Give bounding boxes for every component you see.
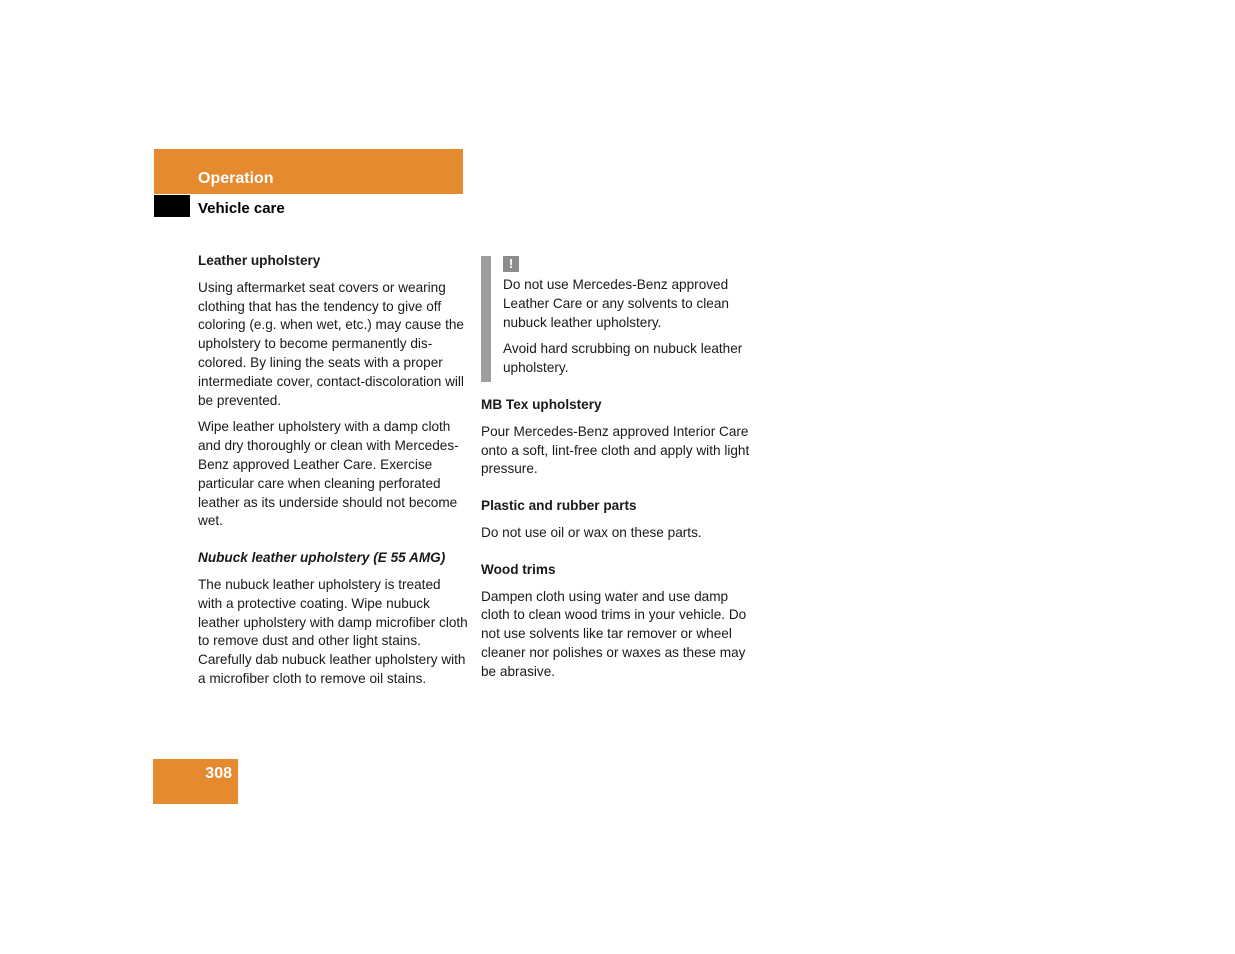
leather-heading: Leather upholstery: [198, 253, 321, 268]
note-paragraph-2: Avoid hard scrubbing on nubuck leather upholstery.: [503, 341, 743, 376]
wood-heading: Wood trims: [481, 561, 556, 577]
nubuck-heading: Nubuck leather upholstery (E 55 AMG): [198, 550, 446, 566]
note-paragraph-1: Do not use Mercedes-Benz approved Leather Care or any solvents to clean nubuck leather upholstery.: [503, 277, 729, 330]
page-number: 308: [205, 765, 232, 782]
chapter-title: Operation: [198, 170, 274, 187]
section-marker: [154, 195, 190, 217]
mbtex-heading: MB Tex upholstery: [481, 396, 602, 412]
right-column: [481, 252, 751, 690]
note-bar: [481, 256, 491, 382]
left-column: [198, 252, 468, 697]
section-title: Vehicle care: [198, 200, 285, 217]
caution-note: [481, 252, 751, 378]
plastic-paragraph: Do not use oil or wax on these parts.: [481, 524, 702, 540]
leather-paragraph-2: Wipe leather upholstery with a damp cloth and dry thoroughly or clean with Mercedes-Benz approved Leather Care. Exercise particular care when cleaning perforated leather as its underside should not become wet.: [198, 419, 459, 529]
wood-paragraph: Dampen cloth using water and use damp cloth to clean wood trims in your vehicle. Do not use solvents like tar remover or wheel cleaner nor polishes or waxes as these may be abrasive.: [481, 588, 747, 679]
plastic-heading: Plastic and rubber parts: [481, 498, 637, 514]
mbtex-paragraph: Pour Mercedes-Benz approved Interior Care onto a soft, lint-free cloth and apply with light pressure.: [481, 423, 750, 477]
leather-paragraph-1: Using aftermarket seat covers or wearing clothing that has the tendency to give off coloring (e.g. when wet, etc.) may cause the upholstery to become permanently discolored. By lining the seats with a proper intermediate cover, contact-discoloration will be prevented.: [198, 279, 464, 408]
exclamation-icon: !: [503, 256, 519, 272]
nubuck-paragraph: The nubuck leather upholstery is treated with a protective coating. Wipe nubuck leather upholstery with damp microfiber cloth to remove dust and other light stains. Carefully dab nubuck leather upholstery with a microfiber cloth to remove oil stains.: [198, 576, 468, 686]
